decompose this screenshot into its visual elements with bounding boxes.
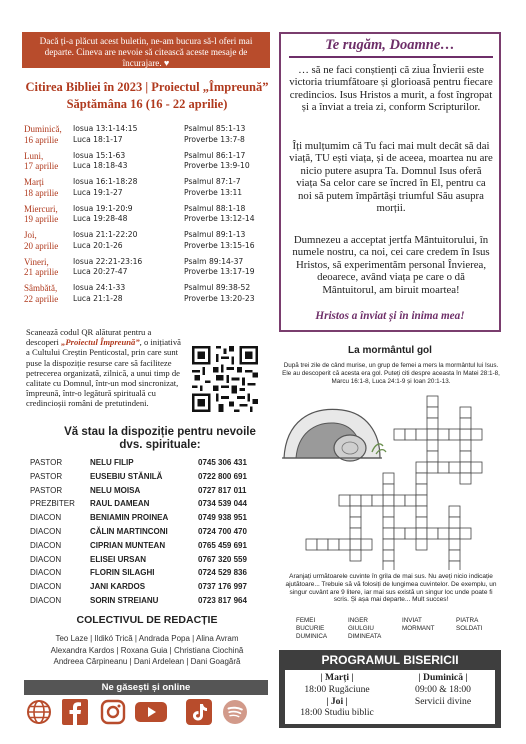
reading-ref: Psalmul 85:1-13 [184, 124, 246, 133]
day-label: Vineri, [24, 256, 49, 267]
crossword-cell[interactable] [427, 451, 438, 462]
contact-phone[interactable]: 0723 817 964 [198, 595, 247, 605]
crossword-cell[interactable] [416, 484, 427, 495]
word-bank-column [348, 617, 381, 640]
reading-psalms [184, 124, 279, 145]
crossword-cell[interactable] [350, 506, 361, 517]
crossword-puzzle[interactable] [280, 392, 502, 570]
word-bank-column [456, 617, 482, 633]
schedule-row [24, 204, 274, 231]
day-date: 18 aprilie [24, 187, 59, 198]
crossword-cell[interactable] [416, 462, 427, 473]
reading-old-testament [73, 283, 183, 304]
schedule-row [24, 151, 274, 178]
crossword-cell[interactable] [339, 495, 350, 506]
contact-row [30, 596, 270, 610]
spotify-icon[interactable] [222, 699, 248, 725]
contact-role: DIACON [30, 526, 62, 536]
schedule-row [24, 177, 274, 204]
crossword-cell[interactable] [405, 528, 416, 539]
editorial-line: Andreea Cărpineanu | Dani Ardelean | Dani Goagără [53, 657, 241, 666]
crossword-cell[interactable] [449, 506, 460, 517]
reading-old-testament [73, 151, 183, 172]
word: GIULGIU [348, 624, 374, 632]
program-sunday [391, 672, 495, 707]
contact-row [30, 499, 270, 513]
crossword-cell[interactable] [361, 495, 372, 506]
contact-row [30, 458, 270, 472]
share-banner: Dacă ți-a plăcut acest buletin, ne-am bucura să-l oferi mai departe. Cineva are nevoie să citească aceste mesaje de încurajare. ♥ [22, 32, 270, 68]
editorial-line: Teo Laze | Ildikó Trică | Andrada Popa | Alina Avram [55, 634, 239, 643]
crossword-cell[interactable] [427, 528, 438, 539]
crossword-cell[interactable] [471, 429, 482, 440]
qr-code-icon[interactable] [192, 346, 258, 412]
contact-role: PASTOR [30, 458, 63, 467]
crossword-cell[interactable] [361, 539, 372, 550]
pastors-list [30, 458, 270, 610]
puzzle-instructions: Aranjați următoarele cuvinte în grila de mai sus. Nu aveți nicio indicație ajutătoare... Trebuie să vă folosiți de lungimea cuvintelor. De exemplu, un singur cuvânt are 9 litere, iar mai sus există un singur loc unde poate fi scris. Și așa mai departe... Mult succes! [285, 573, 497, 604]
contact-phone[interactable]: 0724 529 836 [198, 568, 247, 578]
contact-row [30, 555, 270, 569]
crossword-cell[interactable] [416, 429, 427, 440]
contact-role: PREZBITER [30, 499, 75, 509]
contact-row [30, 568, 270, 582]
crossword-cell[interactable] [339, 539, 350, 550]
prayer-paragraph: Îți mulțumim că Tu faci mai mult decât să dai viață, TU ești viața, și de aceea, moartea nu are nicio putere asupra Ta. Domnul Isus oferă viața Sa celor care se încred în El, pentru ca noi să putem împărtăși triumful Său asupra morții. [289, 140, 493, 215]
day-label: Sâmbătă, [24, 283, 58, 293]
day-label: Joi, [24, 230, 37, 240]
editorial-names [22, 633, 272, 668]
contact-row [30, 486, 270, 500]
crossword-cell[interactable] [405, 429, 416, 440]
contact-name: RAUL DAMEAN [90, 499, 150, 509]
crossword-cell[interactable] [460, 462, 471, 473]
word: MORMANT [402, 624, 435, 632]
contact-row [30, 513, 270, 527]
crossword-cell[interactable] [427, 440, 438, 451]
crossword-cell[interactable] [460, 407, 471, 418]
contact-phone[interactable]: 0765 459 691 [198, 540, 247, 550]
reading-psalms [184, 204, 279, 225]
program-day: | Duminică | [418, 672, 468, 683]
word: FEMEI [296, 617, 316, 624]
crossword-cell[interactable] [460, 451, 471, 462]
reading-psalms [184, 151, 279, 172]
crossword-cell[interactable] [427, 407, 438, 418]
contact-name: ELISEI URSAN [90, 554, 147, 564]
crossword-cell[interactable] [449, 462, 460, 473]
day-date: 21 aprilie [24, 267, 59, 277]
crossword-cell[interactable] [328, 539, 339, 550]
crossword-cell[interactable] [449, 561, 460, 570]
schedule-day [24, 230, 72, 251]
crossword-cell[interactable] [438, 429, 449, 440]
reading-ref: Psalm 89:14-37 [184, 256, 244, 266]
crossword-cell[interactable] [416, 495, 427, 506]
contact-phone[interactable]: 0737 176 997 [198, 582, 247, 592]
contact-phone[interactable]: 0722 800 691 [198, 471, 247, 481]
prayer-closing: Hristos a înviat și în inima mea! [315, 310, 465, 322]
prayer-paragraph: … să ne faci conștienți că ziua Învierii este victoria triumfătoare și glorioasă pentru fiecare credincios. Isus Hristos a murit, a fost îngropat și a înviat a treia zi, conform Scripturilor. [289, 64, 493, 114]
crossword-cell[interactable] [317, 539, 328, 550]
day-date: 20 aprilie [24, 240, 59, 251]
reading-ref: Luca 20:1-26 [73, 240, 123, 250]
day-date: 22 aprilie [24, 293, 59, 304]
day-label: Luni, [24, 150, 44, 161]
program-time: Servicii divine [414, 695, 472, 707]
word: INVIAT [402, 617, 422, 624]
crossword-cell[interactable] [383, 484, 394, 495]
reading-ref: Luca 21:1-28 [73, 293, 123, 303]
crossword-cell[interactable] [438, 462, 449, 473]
puzzle-title: La mormântul gol [348, 345, 432, 356]
reading-psalms [184, 230, 279, 251]
crossword-cell[interactable] [394, 495, 405, 506]
crossword-cell[interactable] [350, 495, 361, 506]
contact-phone[interactable]: 0745 306 431 [198, 458, 247, 467]
reading-ref: Iosua 22:21-23:16 [73, 256, 143, 266]
program-day: | Joi | [326, 695, 348, 707]
reading-old-testament [73, 124, 183, 145]
schedule-row [24, 230, 274, 257]
crossword-cell[interactable] [427, 462, 438, 473]
contact-name: CĂLIN MARTINCONI [90, 526, 168, 536]
reading-old-testament [73, 177, 183, 198]
schedule-row [24, 124, 274, 151]
reading-ref: Proverbe 13:7-8 [184, 134, 245, 144]
program-title: PROGRAMUL BISERICII [321, 653, 459, 667]
reading-ref: Luca 18:18-43 [73, 161, 128, 170]
prayer-paragraph: Dumnezeu a acceptat jertfa Mântuitorului, în numele nostru, ca noi, cei care credem în Isus Hristos, să experimentăm personal Învierea, deoarece, având viața pe care o dă Mântuitorul, am biruit moartea! [292, 234, 490, 296]
reading-old-testament [73, 230, 183, 251]
reading-ref: Proverbe 13:9-10 [184, 161, 250, 170]
contact-role: DIACON [30, 513, 62, 523]
crossword-cell[interactable] [383, 561, 394, 570]
reading-ref: Iosua 15:1-63 [73, 150, 126, 160]
reading-ref: Luca 18:1-17 [73, 134, 123, 144]
prayer-divider [289, 56, 493, 58]
editorial-line: Alexandra Kardos | Roxana Guia | Christiana Ciochină [50, 645, 244, 655]
facebook-icon[interactable] [62, 699, 88, 725]
crossword-cell[interactable] [449, 550, 460, 561]
word-bank-column [402, 617, 435, 633]
contact-name: CIPRIAN MUNTEAN [90, 540, 166, 550]
prayer-box [279, 32, 501, 332]
reading-ref: Luca 19:1-27 [73, 187, 123, 197]
crossword-cell[interactable] [438, 528, 449, 539]
crossword-cell[interactable] [383, 550, 394, 561]
crossword-cell[interactable] [471, 462, 482, 473]
day-date: 19 aprilie [24, 214, 59, 224]
contact-role: DIACON [30, 568, 62, 578]
reading-ref: Proverbe 13:11 [184, 187, 243, 197]
schedule-day [24, 124, 72, 145]
program-day: | Marți | [320, 672, 354, 683]
crossword-cell[interactable] [383, 528, 394, 539]
contact-phone[interactable]: 0749 938 951 [198, 513, 247, 523]
reading-ref: Luca 19:28-48 [73, 214, 128, 223]
contact-row [30, 472, 270, 486]
contact-name: EUSEBIU STĂNILĂ [90, 471, 163, 481]
contact-phone[interactable]: 0724 700 470 [198, 526, 247, 536]
pastors-title: Vă stau la dispoziție pentru nevoile dvs. spirituale: [64, 426, 256, 451]
qr-description: Scanează codul QR alăturat pentru a descoperi „Proiectul Împreună”, o inițiativă a Cultului Creștin Penticostal, prin care sunt puse la dispoziție resurse care să faciliteze petrecerea organizată, zilnică, a unui timp de calitate cu Domnul, într-un mod sincronizat, împreună, într-o legătură spirituală cu credincioșii români de pretutindeni. [26, 327, 181, 409]
contact-phone[interactable]: 0727 817 011 [198, 485, 247, 495]
contact-role: PASTOR [30, 485, 63, 495]
crossword-cell[interactable] [350, 528, 361, 539]
crossword-cell[interactable] [350, 539, 361, 550]
crossword-cell[interactable] [449, 539, 460, 550]
contact-role: DIACON [30, 554, 62, 564]
reading-ref: Iosua 24:1-33 [73, 283, 126, 292]
reading-ref: Proverbe 13:20-23 [184, 293, 255, 303]
reading-ref: Psalmul 88:1-18 [184, 203, 246, 213]
crossword-cell[interactable] [306, 539, 317, 550]
reading-ref: Psalmul 87:1-7 [184, 177, 241, 186]
contact-row [30, 527, 270, 541]
reading-plan-title: Citirea Bibliei în 2023 | Proiectul „Împreună” [25, 80, 269, 94]
crossword-cell[interactable] [460, 528, 471, 539]
day-date: 16 aprilie [24, 134, 59, 145]
reading-ref: Iosua 16:1-18:28 [73, 177, 138, 186]
crossword-cell[interactable] [449, 528, 460, 539]
schedule-day [24, 283, 72, 304]
crossword-cell[interactable] [427, 418, 438, 429]
crossword-cell[interactable] [449, 429, 460, 440]
reading-ref: Psalmul 89:38-52 [184, 283, 251, 292]
word: PIATRA [456, 617, 479, 624]
reading-ref: Proverbe 13:12-14 [184, 214, 255, 223]
crossword-cell[interactable] [416, 528, 427, 539]
day-label: Miercuri, [24, 203, 58, 214]
crossword-cell[interactable] [383, 495, 394, 506]
crossword-cell[interactable] [394, 429, 405, 440]
prayer-title: Te rugăm, Doamne… [325, 37, 455, 53]
contact-name: BENIAMIN PROINEA [90, 513, 169, 523]
contact-name: SORIN STREIANU [90, 595, 159, 605]
program-body [285, 670, 495, 724]
reading-old-testament [73, 257, 183, 278]
online-banner: Ne găsești și online [24, 680, 268, 695]
crossword-cell[interactable] [383, 473, 394, 484]
youtube-icon[interactable] [134, 699, 168, 725]
crossword-cell[interactable] [416, 517, 427, 528]
contact-name: FLORIN SILAGHI [90, 568, 155, 578]
schedule-day [24, 151, 72, 172]
contact-phone[interactable]: 0734 539 044 [198, 499, 247, 509]
crossword-cell[interactable] [416, 539, 427, 550]
day-label: Marți [24, 177, 44, 187]
crossword-cell[interactable] [394, 528, 405, 539]
puzzle-intro: După trei zile de când murise, un grup de femei a mers la mormântul lui Isus. Ele au descoperit că acesta era gol. Puteți citi despre aceasta în Matei 28:1-8, Marcu 16:1-8, Luca 24:1-9 și Ioan 20:1-13. [282, 362, 500, 385]
reading-ref: Luca 20:27-47 [73, 267, 128, 276]
reading-psalms [184, 257, 279, 278]
crossword-cell[interactable] [449, 517, 460, 528]
reading-ref: Psalmul 86:1-17 [184, 150, 246, 160]
crossword-cell[interactable] [416, 506, 427, 517]
day-label: Duminică, [24, 124, 62, 134]
reading-old-testament [73, 204, 183, 225]
program-weekday [285, 672, 389, 719]
reading-week: Săptămâna 16 (16 - 22 aprilie) [66, 97, 228, 111]
program-time: 18:00 Studiu biblic [300, 707, 374, 719]
crossword-cell[interactable] [460, 429, 471, 440]
reading-psalms [184, 177, 279, 198]
schedule-day [24, 204, 72, 225]
crossword-cell[interactable] [372, 495, 383, 506]
reading-ref: Iosua 21:1-22:20 [73, 230, 138, 239]
program-time: 18:00 Rugăciune [304, 683, 370, 695]
day-date: 17 aprilie [24, 161, 59, 171]
word-bank-column [296, 617, 327, 640]
schedule-row [24, 283, 274, 310]
crossword-cell[interactable] [350, 517, 361, 528]
reading-ref: Psalmul 89:1-13 [184, 230, 246, 239]
reading-psalms [184, 283, 279, 304]
word: BUCURIE [296, 624, 325, 632]
schedule-day [24, 257, 72, 278]
crossword-cell[interactable] [427, 429, 438, 440]
word: DUMINICA [296, 632, 328, 640]
contact-role: DIACON [30, 540, 62, 550]
editorial-title: COLECTIVUL DE REDACȚIE [76, 614, 218, 626]
schedule-row [24, 257, 274, 284]
crossword-cell[interactable] [383, 506, 394, 517]
crossword-cell[interactable] [383, 517, 394, 528]
instagram-icon[interactable] [100, 699, 126, 725]
reading-ref: Iosua 13:1-14:15 [73, 124, 138, 133]
social-links [24, 695, 268, 729]
contact-name: JANI KARDOS [90, 582, 146, 592]
crossword-cell[interactable] [350, 550, 361, 561]
tiktok-icon[interactable] [186, 699, 212, 725]
crossword-cell[interactable] [405, 495, 416, 506]
reading-ref: Iosua 19:1-20:9 [73, 203, 133, 213]
reading-ref: Proverbe 13:17-19 [184, 267, 255, 276]
contact-name: NELU MOISA [90, 485, 141, 495]
reading-schedule [24, 124, 274, 310]
crossword-cell[interactable] [460, 440, 471, 451]
contact-row [30, 541, 270, 555]
crossword-cell[interactable] [416, 473, 427, 484]
contact-name: NELU FILIP [90, 458, 134, 467]
contact-role: PASTOR [30, 471, 63, 481]
crossword-cell[interactable] [460, 418, 471, 429]
reading-ref: Proverbe 13:15-16 [184, 240, 255, 250]
schedule-day [24, 177, 72, 198]
empty-tomb-icon [282, 409, 386, 461]
word: INGER [348, 617, 368, 624]
contact-role: DIACON [30, 595, 62, 605]
contact-phone[interactable]: 0767 320 559 [198, 554, 247, 564]
program-time: 09:00 & 18:00 [415, 683, 471, 695]
church-program [279, 650, 501, 728]
globe-icon[interactable] [26, 699, 52, 725]
contact-row [30, 582, 270, 596]
word: DIMINEATA [348, 632, 382, 640]
contact-role: DIACON [30, 582, 62, 592]
crossword-cell[interactable] [427, 396, 438, 407]
crossword-cell[interactable] [460, 473, 471, 484]
word: SOLDATI [456, 624, 483, 632]
crossword-cell[interactable] [383, 539, 394, 550]
